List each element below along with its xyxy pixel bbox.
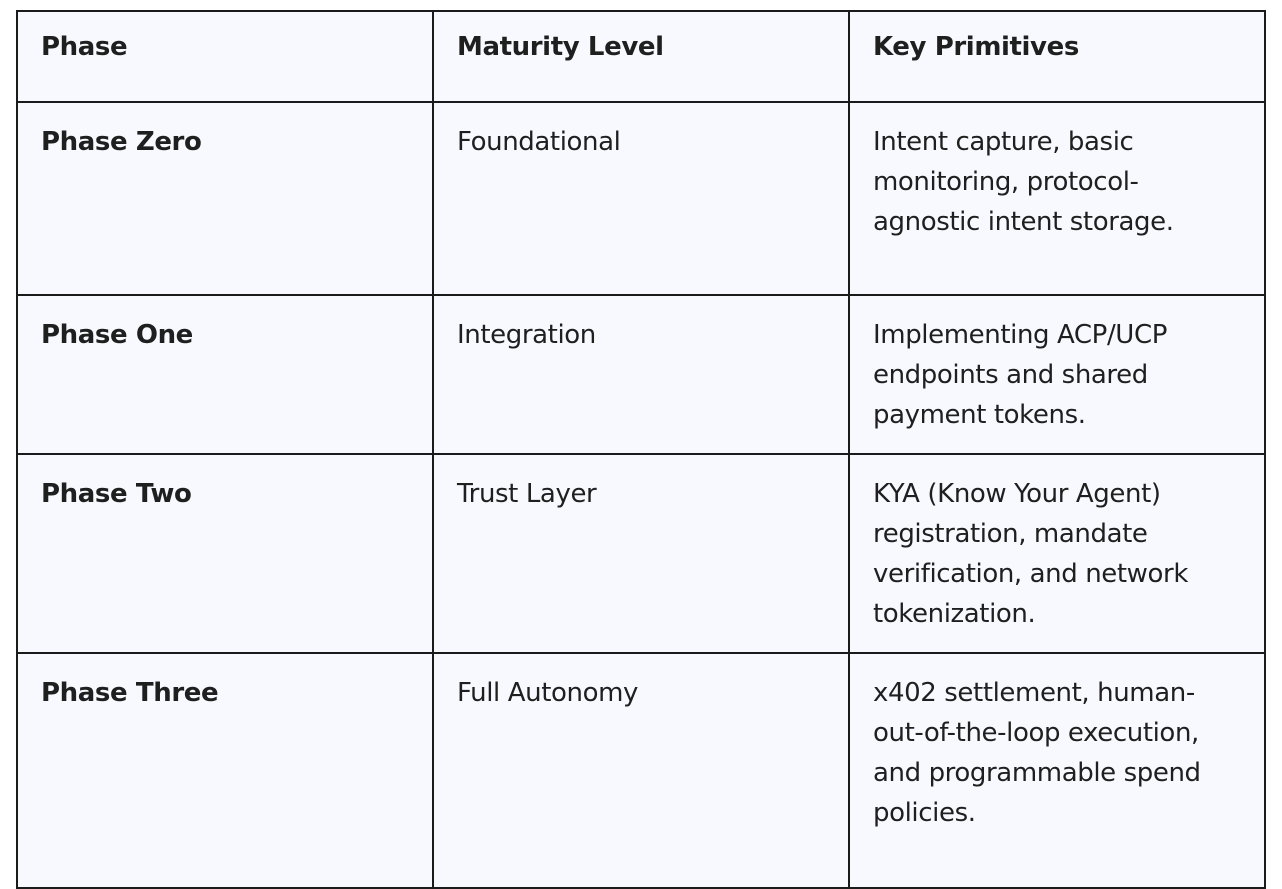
primitives-cell: Intent capture, basic monitoring, protocol-agnostic intent storage.: [849, 102, 1265, 295]
phase-table-container: [16, 10, 1264, 889]
header-phase: Phase: [17, 11, 433, 102]
primitives-cell: KYA (Know Your Agent) registration, mandate verification, and network tokenization.: [849, 454, 1265, 653]
primitives-cell: x402 settlement, human-out-of-the-loop execution, and programmable spend policies.: [849, 653, 1265, 888]
table-row: [17, 295, 1265, 454]
phase-maturity-table: [16, 10, 1266, 889]
primitives-cell: Implementing ACP/UCP endpoints and shared payment tokens.: [849, 295, 1265, 454]
header-maturity-level: Maturity Level: [433, 11, 849, 102]
phase-cell: Phase Zero: [17, 102, 433, 295]
table-row: [17, 653, 1265, 888]
phase-cell: Phase Two: [17, 454, 433, 653]
table-header-row: [17, 11, 1265, 102]
phase-cell: Phase One: [17, 295, 433, 454]
maturity-cell: Full Autonomy: [433, 653, 849, 888]
maturity-cell: Foundational: [433, 102, 849, 295]
header-key-primitives: Key Primitives: [849, 11, 1265, 102]
phase-cell: Phase Three: [17, 653, 433, 888]
maturity-cell: Integration: [433, 295, 849, 454]
table-row: [17, 102, 1265, 295]
maturity-cell: Trust Layer: [433, 454, 849, 653]
table-row: [17, 454, 1265, 653]
